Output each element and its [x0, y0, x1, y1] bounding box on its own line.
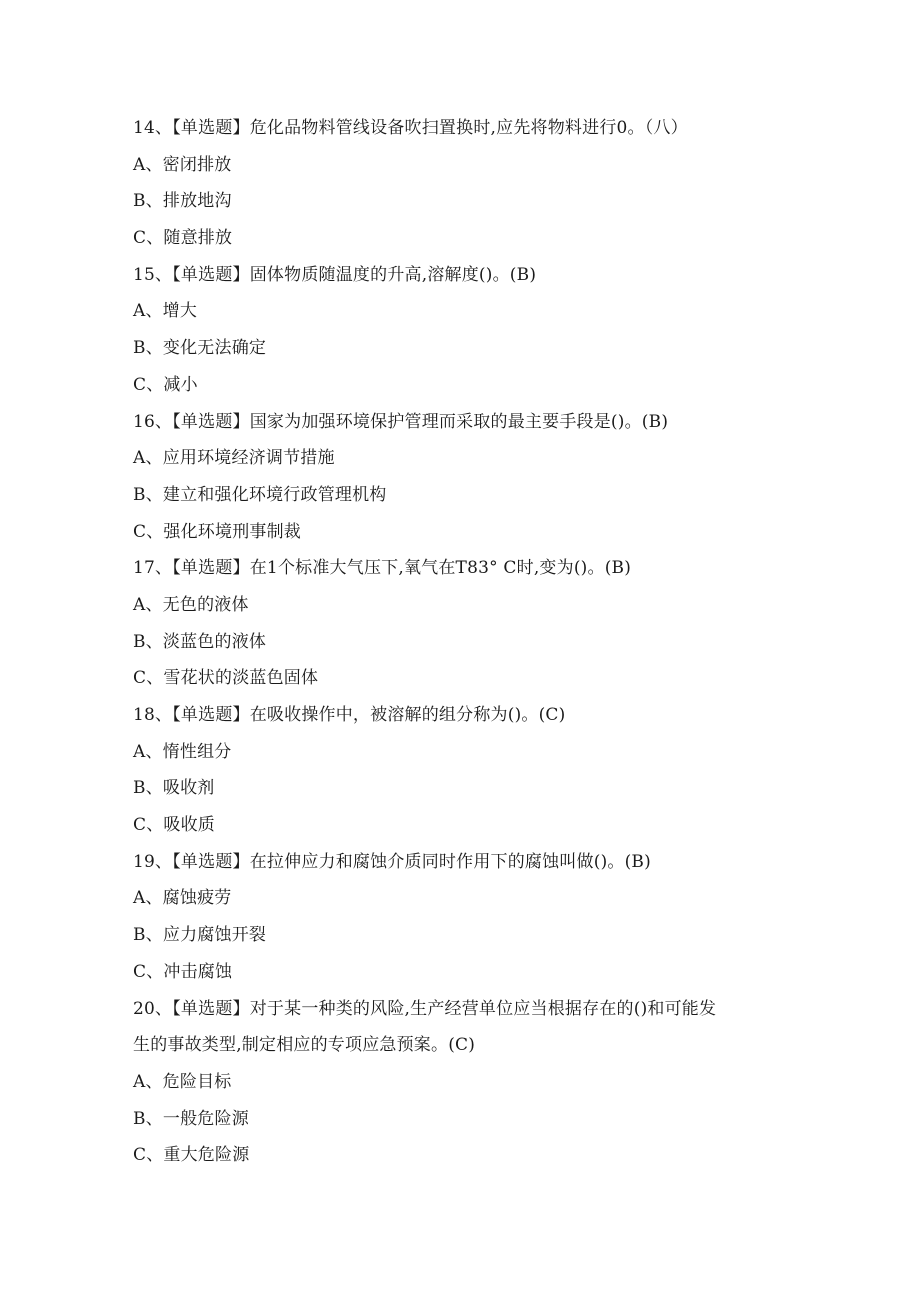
question-stem-line-2: 生的事故类型,制定相应的专项应急预案。(C) [133, 1035, 476, 1056]
option-a: A、腐蚀疲劳 [133, 888, 232, 909]
question-18 [133, 697, 793, 844]
question-stem: 15、【单选题】固体物质随温度的升高,溶解度()。(B) [133, 264, 537, 285]
option-a: A、危险目标 [133, 1071, 232, 1092]
option-c: C、减小 [133, 374, 198, 395]
question-stem: 19、【单选题】在拉伸应力和腐蚀介质同时作用下的腐蚀叫做()。(B) [133, 851, 651, 872]
option-a: A、无色的液体 [133, 594, 249, 615]
option-a: A、应用环境经济调节措施 [133, 448, 335, 469]
option-b: B、变化无法确定 [133, 338, 267, 359]
question-19 [133, 844, 793, 991]
option-b: B、应力腐蚀开裂 [133, 925, 267, 946]
question-15 [133, 257, 793, 404]
question-20 [133, 991, 793, 1174]
option-a: A、密闭排放 [133, 154, 232, 175]
option-b: B、一般危险源 [133, 1108, 249, 1129]
question-stem: 17、【单选题】在1个标准大气压下,氧气在T83° C时,变为()。(B) [133, 558, 632, 579]
question-17 [133, 550, 793, 697]
option-c: C、重大危险源 [133, 1145, 250, 1166]
option-b: B、吸收剂 [133, 778, 215, 799]
option-c: C、吸收质 [133, 815, 216, 836]
question-stem: 14、【单选题】危化品物料管线设备吹扫置换时,应先将物料进行0。（八） [133, 118, 688, 138]
option-b: B、建立和强化环境行政管理机构 [133, 484, 387, 505]
option-b: B、排放地沟 [133, 191, 232, 212]
question-14 [133, 110, 793, 257]
question-list [133, 110, 793, 1174]
option-c: C、强化环境刑事制裁 [133, 521, 302, 542]
option-a: A、惰性组分 [133, 741, 232, 762]
option-c: C、随意排放 [133, 228, 233, 249]
question-stem-line-1: 20、【单选题】对于某一种类的风险,生产经营单位应当根据存在的()和可能发 [133, 998, 717, 1019]
question-16 [133, 404, 793, 551]
question-stem: 16、【单选题】国家为加强环境保护管理而采取的最主要手段是()。(B) [133, 411, 669, 432]
option-c: C、冲击腐蚀 [133, 961, 233, 982]
option-a: A、增大 [133, 301, 198, 322]
option-c: C、雪花状的淡蓝色固体 [133, 668, 319, 689]
option-b: B、淡蓝色的液体 [133, 631, 267, 652]
question-stem: 18、【单选题】在吸收操作中，被溶解的组分称为()。(C) [133, 705, 566, 725]
